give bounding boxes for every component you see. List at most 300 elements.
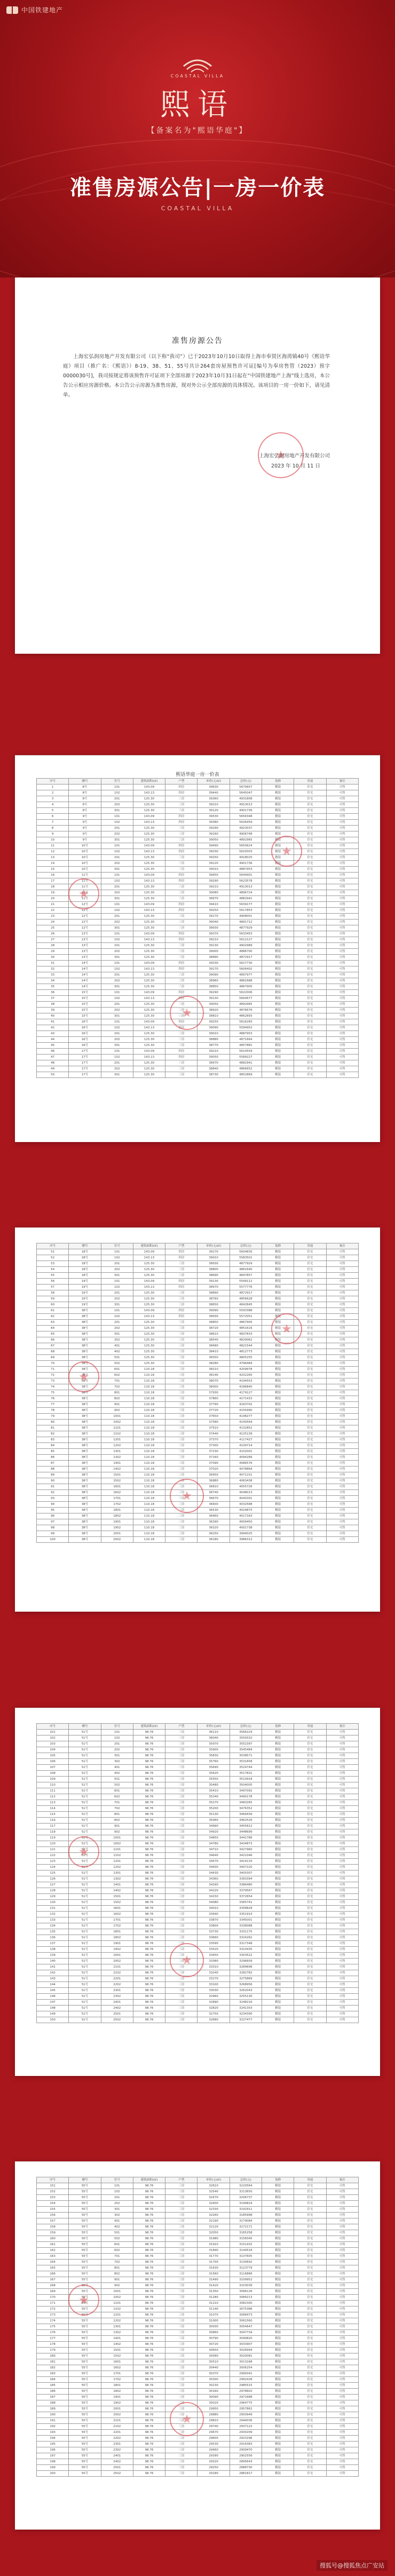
table-cell: 4842845 bbox=[230, 1302, 262, 1308]
table-cell: 1902 bbox=[101, 1947, 133, 1953]
table-cell: 2923296 bbox=[230, 2436, 262, 2442]
table-cell: 98.76 bbox=[133, 2377, 165, 2383]
table-cell: 55号 bbox=[69, 2412, 101, 2418]
table-cell: 可售 bbox=[326, 1314, 358, 1320]
table-row bbox=[37, 990, 359, 996]
table-row bbox=[37, 1537, 359, 1543]
table-cell: 301 bbox=[101, 896, 133, 902]
table-cell: 50 bbox=[37, 1072, 69, 1078]
table-cell: 精装 bbox=[262, 1072, 294, 1078]
table-cell: 三房 bbox=[165, 1331, 198, 1337]
table-cell: 三房 bbox=[165, 1267, 198, 1273]
table-cell: 125.30 bbox=[133, 943, 165, 949]
table-cell: 可售 bbox=[326, 1508, 358, 1513]
table-cell: 住宅 bbox=[294, 955, 326, 961]
table-cell: 17号 bbox=[69, 1055, 101, 1060]
table-cell: 39360 bbox=[198, 796, 230, 802]
table-cell: 住宅 bbox=[294, 2400, 326, 2406]
table-cell: 5617853 bbox=[230, 908, 262, 914]
table-row bbox=[37, 1818, 359, 1824]
table-cell: 精装 bbox=[262, 2260, 294, 2265]
table-cell: 116 bbox=[37, 1818, 69, 1824]
table-cell: 109 bbox=[37, 1777, 69, 1782]
table-cell: 3068473 bbox=[230, 2312, 262, 2318]
table-cell: 54 bbox=[37, 1267, 69, 1273]
table-cell: 2001 bbox=[101, 1531, 133, 1537]
table-cell: 176 bbox=[37, 2330, 69, 2336]
table-cell: 三房 bbox=[165, 955, 198, 961]
table-cell: 精装 bbox=[262, 890, 294, 896]
table-cell: 15 bbox=[37, 867, 69, 873]
table-cell: 3165258 bbox=[230, 2230, 262, 2236]
table-cell: 三房 bbox=[165, 2377, 198, 2383]
table-cell: 住宅 bbox=[294, 1331, 326, 1337]
table-cell: 123 bbox=[37, 1859, 69, 1865]
table-cell: 精装 bbox=[262, 931, 294, 937]
table-cell: 178 bbox=[37, 2342, 69, 2348]
table-row bbox=[37, 1525, 359, 1531]
table-cell: 39130 bbox=[198, 1279, 230, 1285]
table-row bbox=[37, 1337, 359, 1343]
table-cell: 38号 bbox=[69, 1490, 101, 1496]
table-cell: 可售 bbox=[326, 2389, 358, 2395]
table-cell: 三房 bbox=[165, 855, 198, 861]
table-row bbox=[37, 1049, 359, 1055]
table-cell: 三房 bbox=[165, 1537, 198, 1543]
table-cell: 可售 bbox=[326, 1060, 358, 1066]
table-cell: 55号 bbox=[69, 2271, 101, 2277]
table-cell: 4209978 bbox=[230, 1367, 262, 1373]
table-row bbox=[37, 1349, 359, 1355]
table-cell: 125.30 bbox=[133, 1331, 165, 1337]
table-cell: 153 bbox=[37, 2195, 69, 2201]
table-cell: 4202265 bbox=[230, 1373, 262, 1378]
table-cell: 55号 bbox=[69, 2453, 101, 2459]
table-cell: 301 bbox=[101, 1302, 133, 1308]
table-cell: 精装 bbox=[262, 1531, 294, 1537]
table-row bbox=[37, 1060, 359, 1066]
table-cell: 可售 bbox=[326, 784, 358, 790]
table-cell: 三房 bbox=[165, 2318, 198, 2324]
table-cell: 3427960 bbox=[230, 1847, 262, 1853]
table-cell: 住宅 bbox=[294, 1367, 326, 1373]
table-cell: 51号 bbox=[69, 1912, 101, 1917]
table-cell: 3448699 bbox=[230, 1829, 262, 1835]
table-cell: 152 bbox=[37, 2189, 69, 2195]
table-cell: 住宅 bbox=[294, 1461, 326, 1467]
table-cell: 住宅 bbox=[294, 2324, 326, 2330]
table-cell: 39010 bbox=[198, 867, 230, 873]
table-cell: 2502 bbox=[101, 2017, 133, 2023]
table-cell: 39290 bbox=[198, 826, 230, 831]
table-cell: 102 bbox=[101, 2189, 133, 2195]
table-cell: 可售 bbox=[326, 1320, 358, 1326]
table-cell: 三房 bbox=[165, 2306, 198, 2312]
table-cell: 住宅 bbox=[294, 1408, 326, 1414]
table-cell: 36600 bbox=[198, 1502, 230, 1508]
table-cell: 精装 bbox=[262, 2406, 294, 2412]
table-cell: 三房 bbox=[165, 2289, 198, 2295]
table-cell: 可售 bbox=[326, 849, 358, 855]
table-cell: 106 bbox=[37, 1759, 69, 1765]
table-cell: 住宅 bbox=[294, 1314, 326, 1320]
table-cell: 可售 bbox=[326, 966, 358, 972]
table-cell: 住宅 bbox=[294, 2242, 326, 2248]
table-cell: 住宅 bbox=[294, 1917, 326, 1923]
table-cell: 98.76 bbox=[133, 1824, 165, 1829]
table-cell: 202 bbox=[101, 890, 133, 896]
table-row bbox=[37, 1777, 359, 1782]
table-cell: 4897977 bbox=[230, 972, 262, 978]
table-cell: 35 bbox=[37, 984, 69, 990]
table-cell: 可售 bbox=[326, 2318, 358, 2324]
table-cell: 145 bbox=[37, 1988, 69, 1994]
table-cell: 79 bbox=[37, 1414, 69, 1420]
table-row bbox=[37, 2377, 359, 2383]
table-cell: 住宅 bbox=[294, 990, 326, 996]
table-cell: 98.76 bbox=[133, 2201, 165, 2207]
table-cell: 51号 bbox=[69, 1747, 101, 1753]
source-watermark: 搜狐号@搜狐焦点广安站 bbox=[317, 2560, 388, 2571]
table-cell: 住宅 bbox=[294, 1782, 326, 1788]
table-cell: 1101 bbox=[101, 2301, 133, 2306]
table-row bbox=[37, 1753, 359, 1759]
table-cell: 14号 bbox=[69, 966, 101, 972]
table-cell: 170 bbox=[37, 2295, 69, 2301]
table-cell: 39210 bbox=[198, 1049, 230, 1055]
table-cell: 精装 bbox=[262, 1420, 294, 1425]
table-cell: 53 bbox=[37, 1261, 69, 1267]
table-cell: 125.30 bbox=[133, 925, 165, 931]
table-cell: 精装 bbox=[262, 1835, 294, 1841]
table-cell: 125.30 bbox=[133, 1349, 165, 1355]
table-cell: 13号 bbox=[69, 937, 101, 943]
table-cell: 3103039 bbox=[230, 2283, 262, 2289]
table-cell: 110.18 bbox=[133, 1390, 165, 1396]
table-header-cell: 单价(元/㎡) bbox=[198, 2177, 230, 2183]
table-cell: 99 bbox=[37, 1531, 69, 1537]
table-cell: 98.76 bbox=[133, 2248, 165, 2254]
table-cell: 38号 bbox=[69, 1331, 101, 1337]
table-cell: 502 bbox=[101, 1361, 133, 1367]
table-cell: 98.76 bbox=[133, 1959, 165, 1964]
table-cell: 精装 bbox=[262, 1249, 294, 1255]
table-row bbox=[37, 1870, 359, 1876]
table-cell: 四房 bbox=[165, 820, 198, 826]
table-cell: 可售 bbox=[326, 1390, 358, 1396]
table-cell: 14号 bbox=[69, 978, 101, 984]
table-cell: 55号 bbox=[69, 2189, 101, 2195]
table-cell: 26 bbox=[37, 931, 69, 937]
table-cell: 住宅 bbox=[294, 1812, 326, 1818]
table-cell: 可售 bbox=[326, 1013, 358, 1019]
table-header-cell: 户型 bbox=[165, 1243, 198, 1249]
table-cell: 32050 bbox=[198, 2230, 230, 2236]
table-cell: 3172171 bbox=[230, 2224, 262, 2230]
table-cell: 精装 bbox=[262, 1255, 294, 1261]
table-cell: 35270 bbox=[198, 1800, 230, 1806]
table-cell: 住宅 bbox=[294, 1841, 326, 1847]
table-row bbox=[37, 2318, 359, 2324]
table-cell: 55号 bbox=[69, 2389, 101, 2395]
table-cell: 住宅 bbox=[294, 2353, 326, 2359]
table-cell: 51号 bbox=[69, 2000, 101, 2006]
table-cell: 三房 bbox=[165, 1467, 198, 1472]
table-row bbox=[37, 1788, 359, 1794]
table-cell: 5589227 bbox=[230, 1055, 262, 1060]
table-cell: 三房 bbox=[165, 2295, 198, 2301]
table-cell: 39250 bbox=[198, 908, 230, 914]
table-cell: 34500 bbox=[198, 1865, 230, 1870]
table-row bbox=[37, 790, 359, 796]
table-cell: 801 bbox=[101, 1812, 133, 1818]
company-seal-icon bbox=[170, 996, 204, 1030]
table-cell: 4140564 bbox=[230, 1420, 262, 1425]
table-cell: 三房 bbox=[165, 1970, 198, 1976]
table-cell: 179 bbox=[37, 2348, 69, 2353]
table-cell: 精装 bbox=[262, 1267, 294, 1273]
table-cell: 住宅 bbox=[294, 820, 326, 826]
table-cell: 三房 bbox=[165, 2465, 198, 2471]
table-cell: 可售 bbox=[326, 2283, 358, 2289]
table-cell: 三房 bbox=[165, 1414, 198, 1420]
table-cell: 可售 bbox=[326, 1355, 358, 1361]
table-cell: 精装 bbox=[262, 1355, 294, 1361]
table-cell: 31210 bbox=[198, 2301, 230, 2306]
table-cell: 55号 bbox=[69, 2260, 101, 2265]
table-header-cell: 装修 bbox=[262, 1724, 294, 1730]
table-cell: 32680 bbox=[198, 2017, 230, 2023]
table-cell: 18号 bbox=[69, 1267, 101, 1273]
table-cell: 住宅 bbox=[294, 1508, 326, 1513]
table-cell: 精装 bbox=[262, 2230, 294, 2236]
table-cell: 38850 bbox=[198, 984, 230, 990]
table-cell: 可售 bbox=[326, 1964, 358, 1970]
table-cell: 四房 bbox=[165, 996, 198, 1002]
table-cell: 184 bbox=[37, 2377, 69, 2383]
table-cell: 三房 bbox=[165, 1326, 198, 1331]
table-cell: 精装 bbox=[262, 2365, 294, 2371]
table-cell: 精装 bbox=[262, 1841, 294, 1847]
table-cell: 精装 bbox=[262, 1537, 294, 1543]
table-cell: 4866652 bbox=[230, 1066, 262, 1072]
table-cell: 39090 bbox=[198, 1025, 230, 1031]
table-cell: 901 bbox=[101, 2277, 133, 2283]
table-cell: 39050 bbox=[198, 1002, 230, 1008]
table-row bbox=[37, 1420, 359, 1425]
table-cell: 三房 bbox=[165, 2371, 198, 2377]
table-cell: 55号 bbox=[69, 2436, 101, 2442]
table-cell: 180 bbox=[37, 2353, 69, 2359]
table-cell: 101 bbox=[101, 1279, 133, 1285]
table-header-cell: 户型 bbox=[165, 779, 198, 784]
table-cell: 3358828 bbox=[230, 1906, 262, 1912]
table-cell: 住宅 bbox=[294, 996, 326, 1002]
table-cell: 2964775 bbox=[230, 2400, 262, 2406]
table-header-cell: 楼号 bbox=[69, 2177, 101, 2183]
table-cell: 143.13 bbox=[133, 996, 165, 1002]
table-cell: 1102 bbox=[101, 1431, 133, 1437]
table-cell: 101 bbox=[101, 931, 133, 937]
table-cell: 住宅 bbox=[294, 2336, 326, 2342]
table-row bbox=[37, 1290, 359, 1296]
table-cell: 165 bbox=[37, 2265, 69, 2271]
table-cell: 98.76 bbox=[133, 2389, 165, 2395]
table-cell: 精装 bbox=[262, 873, 294, 878]
table-cell: 15号 bbox=[69, 1008, 101, 1013]
table-cell: 48 bbox=[37, 1060, 69, 1066]
table-cell: 住宅 bbox=[294, 931, 326, 937]
table-cell: 36810 bbox=[198, 1484, 230, 1490]
table-cell: 158 bbox=[37, 2224, 69, 2230]
table-row bbox=[37, 1935, 359, 1941]
table-cell: 3338088 bbox=[230, 1923, 262, 1929]
table-cell: 125.30 bbox=[133, 1002, 165, 1008]
table-cell: 3538571 bbox=[230, 1753, 262, 1759]
table-cell: 102 bbox=[101, 996, 133, 1002]
table-cell: 可售 bbox=[326, 1929, 358, 1935]
table-cell: 精装 bbox=[262, 1449, 294, 1455]
table-cell: 55号 bbox=[69, 2324, 101, 2330]
table-cell: 143.09 bbox=[133, 873, 165, 878]
table-cell: 125.30 bbox=[133, 831, 165, 837]
table-cell: 62 bbox=[37, 1314, 69, 1320]
table-cell: 10号 bbox=[69, 855, 101, 861]
table-cell: 住宅 bbox=[294, 1876, 326, 1882]
table-cell: 98.76 bbox=[133, 2412, 165, 2418]
table-cell: 三房 bbox=[165, 1859, 198, 1865]
table-cell: 可售 bbox=[326, 2254, 358, 2260]
table-cell: 2937122 bbox=[230, 2424, 262, 2430]
table-cell: 精装 bbox=[262, 1888, 294, 1894]
table-cell: 5656348 bbox=[230, 814, 262, 820]
table-cell: 51号 bbox=[69, 1929, 101, 1935]
table-cell: 三房 bbox=[165, 1994, 198, 2000]
table-cell: 38880 bbox=[198, 1037, 230, 1043]
table-cell: 201 bbox=[101, 972, 133, 978]
table-cell: 3185998 bbox=[230, 2213, 262, 2218]
table-row bbox=[37, 1894, 359, 1900]
table-cell: 住宅 bbox=[294, 1384, 326, 1390]
table-cell: 2401 bbox=[101, 2453, 133, 2459]
table-cell: 5606402 bbox=[230, 966, 262, 972]
table-cell: 8 bbox=[37, 826, 69, 831]
table-header-cell: 用途 bbox=[294, 1243, 326, 1249]
table-cell: 51号 bbox=[69, 1777, 101, 1782]
table-cell: 住宅 bbox=[294, 884, 326, 890]
table-cell: 住宅 bbox=[294, 1753, 326, 1759]
table-row bbox=[37, 1519, 359, 1525]
table-cell: 可售 bbox=[326, 1402, 358, 1408]
table-cell: 19号 bbox=[69, 1296, 101, 1302]
table-cell: 38号 bbox=[69, 1373, 101, 1378]
table-cell: 精装 bbox=[262, 1296, 294, 1302]
table-cell: 可售 bbox=[326, 1519, 358, 1525]
table-cell: 精装 bbox=[262, 1777, 294, 1782]
table-cell: 三房 bbox=[165, 2000, 198, 2006]
table-cell: 39120 bbox=[198, 861, 230, 867]
table-cell: 21 bbox=[37, 902, 69, 908]
table-cell: 38960 bbox=[198, 978, 230, 984]
table-cell: 可售 bbox=[326, 1853, 358, 1859]
table-cell: 4881688 bbox=[230, 978, 262, 984]
table-cell: 可售 bbox=[326, 831, 358, 837]
table-cell: 精装 bbox=[262, 1425, 294, 1431]
notice-date: 2023 年 10 月 11 日 bbox=[271, 463, 320, 469]
table-cell: 可售 bbox=[326, 1818, 358, 1824]
table-cell: 98.76 bbox=[133, 1818, 165, 1824]
table-cell: 27 bbox=[37, 937, 69, 943]
table-cell: 三房 bbox=[165, 861, 198, 867]
table-row bbox=[37, 943, 359, 949]
table-cell: 101 bbox=[101, 1249, 133, 1255]
table-row bbox=[37, 2348, 359, 2353]
table-cell: 4837833 bbox=[230, 1331, 262, 1337]
table-cell: 住宅 bbox=[294, 802, 326, 808]
table-cell: 住宅 bbox=[294, 2183, 326, 2189]
table-cell: 可售 bbox=[326, 2377, 358, 2383]
table-cell: 住宅 bbox=[294, 2424, 326, 2430]
table-cell: 1902 bbox=[101, 2400, 133, 2406]
table-cell: 2501 bbox=[101, 2011, 133, 2017]
table-cell: 98.76 bbox=[133, 1923, 165, 1929]
table-cell: 三房 bbox=[165, 1043, 198, 1049]
table-cell: 29250 bbox=[198, 2465, 230, 2471]
table-cell: 110.18 bbox=[133, 1472, 165, 1478]
table-cell: 三房 bbox=[165, 1060, 198, 1066]
table-cell: 可售 bbox=[326, 931, 358, 937]
table-cell: 10 bbox=[37, 837, 69, 843]
table-cell: 3123779 bbox=[230, 2265, 262, 2271]
table-cell: 38210 bbox=[198, 1367, 230, 1373]
table-cell: 94 bbox=[37, 1502, 69, 1508]
table-cell: 33380 bbox=[198, 1959, 230, 1964]
table-cell: 2202 bbox=[101, 2436, 133, 2442]
table-cell: 可售 bbox=[326, 955, 358, 961]
table-cell: 住宅 bbox=[294, 1771, 326, 1777]
table-cell: 3434873 bbox=[230, 1841, 262, 1847]
table-cell: 精装 bbox=[262, 2453, 294, 2459]
table-row bbox=[37, 849, 359, 855]
table-cell: 住宅 bbox=[294, 867, 326, 873]
table-cell: 31420 bbox=[198, 2283, 230, 2289]
table-cell: 31840 bbox=[198, 2248, 230, 2254]
table-cell: 51号 bbox=[69, 2006, 101, 2011]
table-cell: 801 bbox=[101, 1390, 133, 1396]
table-row bbox=[37, 1888, 359, 1894]
table-cell: 四房 bbox=[165, 1019, 198, 1025]
table-cell: 住宅 bbox=[294, 2254, 326, 2260]
table-cell: 38810 bbox=[198, 1013, 230, 1019]
table-cell: 精装 bbox=[262, 1390, 294, 1396]
table-cell: 98.76 bbox=[133, 2260, 165, 2265]
table-cell: 98.76 bbox=[133, 1870, 165, 1876]
table-cell: 39170 bbox=[198, 966, 230, 972]
table-row bbox=[37, 1941, 359, 1947]
table-cell: 精装 bbox=[262, 884, 294, 890]
table-cell: 可售 bbox=[326, 1865, 358, 1870]
table-cell: 住宅 bbox=[294, 1355, 326, 1361]
table-cell: 98.76 bbox=[133, 2342, 165, 2348]
table-cell: 150 bbox=[37, 2017, 69, 2023]
table-cell: 精装 bbox=[262, 2318, 294, 2324]
table-cell: 三房 bbox=[165, 1396, 198, 1402]
table-cell: 23 bbox=[37, 914, 69, 920]
table-cell: 三房 bbox=[165, 1378, 198, 1384]
table-cell: 住宅 bbox=[294, 890, 326, 896]
table-cell: 32470 bbox=[198, 2195, 230, 2201]
table-cell: 69 bbox=[37, 1355, 69, 1361]
